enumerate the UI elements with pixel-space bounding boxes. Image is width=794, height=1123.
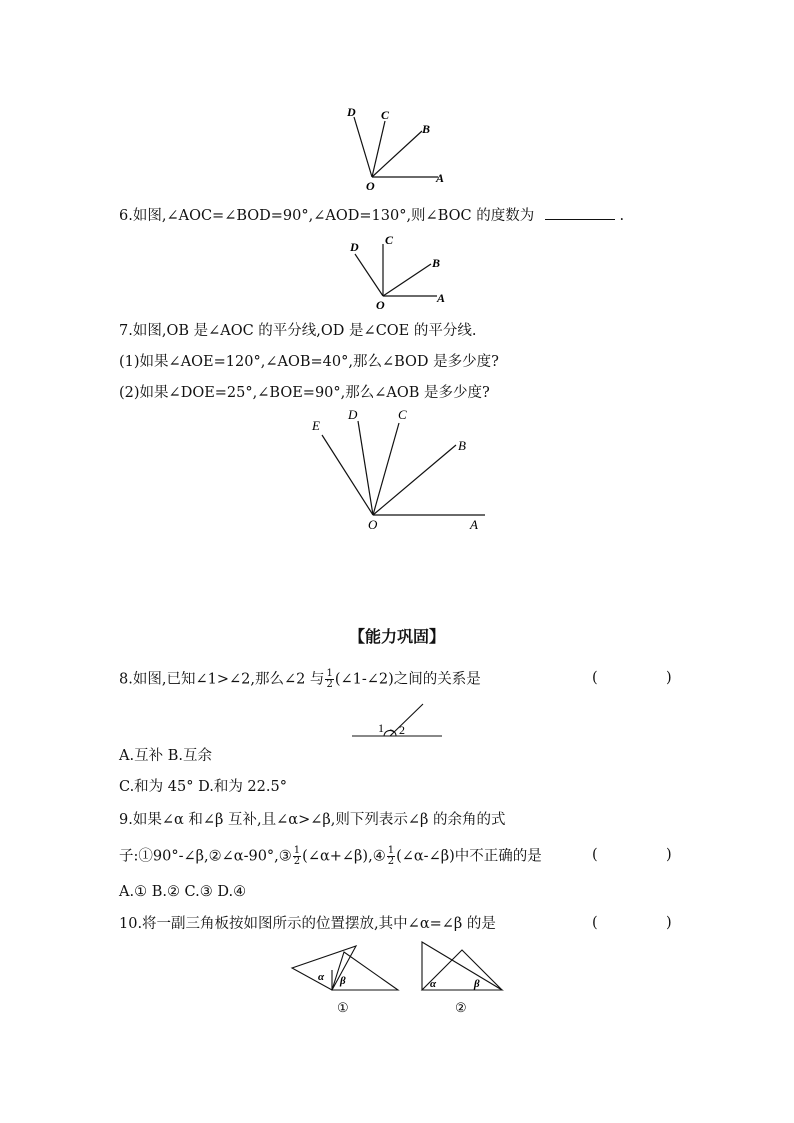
q8-label-1: 1 bbox=[378, 721, 384, 735]
fig2-alpha: α bbox=[430, 978, 437, 990]
q9-paren-right: ) bbox=[666, 847, 672, 863]
q8-options-line1: A.互补 B.互余 bbox=[119, 748, 212, 764]
q9-options: A.① B.② C.③ D.④ bbox=[119, 884, 247, 900]
q10-paren-left: ( bbox=[592, 915, 598, 931]
q9-line1: 9.如果∠α 和∠β 互补,且∠α>∠β,则下列表示∠β 的余角的式 bbox=[119, 812, 506, 828]
q8-paren-right: ) bbox=[666, 670, 672, 686]
q7-label-C: C bbox=[398, 407, 407, 422]
q7-label-A: A bbox=[470, 517, 478, 532]
q8-frac-num: 1 bbox=[326, 668, 333, 679]
q9-paren-left: ( bbox=[592, 847, 598, 863]
figure-q6-angles bbox=[340, 230, 460, 312]
question-8 bbox=[119, 669, 481, 690]
q9-line2-c: (∠α-∠β)中不正确的是 bbox=[396, 848, 542, 865]
q8-text-after: (∠1-∠2)之间的关系是 bbox=[334, 671, 481, 688]
q8-label-2: 2 bbox=[399, 723, 405, 737]
fig2-beta: β bbox=[474, 978, 480, 990]
q9-fraction-1 bbox=[293, 846, 301, 867]
label-D: D bbox=[347, 105, 356, 119]
q7-label-D: D bbox=[348, 407, 358, 422]
figure-top-angles bbox=[330, 100, 460, 195]
q6-label-D: D bbox=[350, 240, 359, 254]
q10-text: 10.将一副三角板按如图所示的位置摆放,其中∠α=∠β 的是 bbox=[119, 916, 496, 932]
q9-line2 bbox=[119, 846, 542, 867]
q6-label-C: C bbox=[385, 233, 394, 247]
q10-paren-right: ) bbox=[666, 915, 672, 931]
q6-label-O: O bbox=[376, 298, 385, 312]
q6-text: 6.如图,∠AOC=∠BOD=90°,∠AOD=130°,则∠BOC 的度数为 bbox=[119, 208, 535, 224]
q7-part1: (1)如果∠AOE=120°,∠AOB=40°,那么∠BOD 是多少度? bbox=[119, 354, 499, 370]
q7-label-B: B bbox=[458, 438, 466, 453]
q9-frac-den-1: 2 bbox=[293, 856, 301, 867]
q7-label-O: O bbox=[368, 517, 378, 532]
fig2-label: ② bbox=[455, 1000, 467, 1015]
q9-line2-a: 子:①90°-∠β,②∠α-90°,③ bbox=[119, 848, 292, 865]
q8-paren-left: ( bbox=[592, 670, 598, 686]
q8-options-line2: C.和为 45° D.和为 22.5° bbox=[119, 779, 287, 795]
figure-q7-angles bbox=[305, 403, 495, 533]
label-O: O bbox=[366, 179, 375, 193]
q6-end: . bbox=[619, 208, 625, 224]
q8-text-before: 8.如图,已知∠1>∠2,那么∠2 与 bbox=[119, 671, 325, 688]
question-6 bbox=[119, 205, 624, 226]
fig1-label: ① bbox=[337, 1000, 349, 1015]
section-title: 【能力巩固】 bbox=[348, 627, 445, 646]
q6-answer-blank[interactable] bbox=[545, 205, 615, 220]
q8-frac-den: 2 bbox=[326, 679, 333, 690]
fig1-alpha: α bbox=[318, 971, 325, 983]
q9-frac-num-1: 1 bbox=[293, 845, 301, 856]
label-A: A bbox=[436, 171, 445, 185]
q9-frac-num-2: 1 bbox=[387, 845, 395, 856]
q6-label-A: A bbox=[437, 291, 446, 305]
q9-line2-b: (∠α+∠β),④ bbox=[302, 848, 386, 865]
q7-label-E: E bbox=[312, 418, 320, 433]
q6-label-B: B bbox=[432, 256, 441, 270]
q8-fraction bbox=[325, 669, 333, 690]
q9-fraction-2 bbox=[387, 846, 395, 867]
q9-frac-den-2: 2 bbox=[387, 856, 395, 867]
label-B: B bbox=[422, 122, 431, 136]
q7-stem: 7.如图,OB 是∠AOC 的平分线,OD 是∠COE 的平分线. bbox=[119, 323, 477, 339]
figure-q8-angles bbox=[350, 700, 445, 742]
figure-q10-triangles bbox=[288, 940, 508, 1020]
fig1-beta: β bbox=[340, 975, 346, 987]
label-C: C bbox=[381, 108, 390, 122]
q7-part2: (2)如果∠DOE=25°,∠BOE=90°,那么∠AOB 是多少度? bbox=[119, 385, 490, 401]
